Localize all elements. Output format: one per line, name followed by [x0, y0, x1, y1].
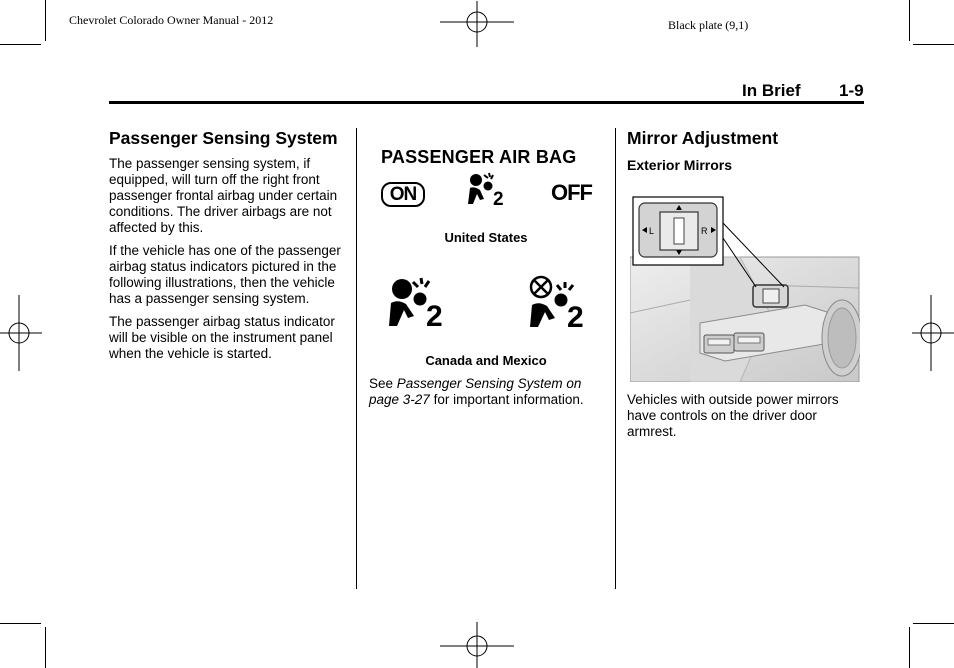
section-header: [109, 80, 864, 106]
registration-mark-left: [0, 295, 42, 371]
mirror-control-illustration: [630, 193, 860, 382]
caption-united-states: United States: [444, 230, 528, 245]
section-heading: Mirror Adjustment: [627, 128, 779, 148]
crop-mark: [913, 44, 954, 45]
manual-title: Chevrolet Colorado Owner Manual - 2012: [69, 13, 274, 27]
crop-mark: [909, 627, 910, 668]
paragraph: If the vehicle has one of the passenger airbag status indicators pictured in the following illustrations, then the vehicle has a passenger sensing system.: [109, 243, 341, 306]
airbag-occupant-icon: [466, 172, 506, 208]
switch-right-label: R: [701, 226, 708, 236]
crop-mark: [909, 0, 910, 41]
registration-mark-top: [440, 1, 514, 47]
paragraph: The passenger airbag status indicator will be visible on the instrument panel when the vehicle is started.: [109, 314, 335, 361]
section-title: In Brief: [742, 81, 801, 100]
page-number: 1-9: [839, 81, 864, 100]
section-heading: Passenger Sensing System: [109, 128, 338, 148]
column-divider: [615, 128, 616, 589]
crop-mark: [913, 623, 954, 624]
svg-text:2: 2: [567, 301, 584, 329]
svg-text:2: 2: [426, 300, 443, 328]
passenger-sensing-section: [109, 128, 347, 362]
caption-canada-mexico: Canada and Mexico: [425, 353, 547, 368]
crop-mark: [0, 44, 41, 45]
registration-mark-right: [912, 295, 954, 371]
airbag-off-icon-large: [527, 273, 589, 329]
subheading: Exterior Mirrors: [627, 157, 733, 173]
paragraph: Vehicles with outside power mirrors have controls on the driver door armrest.: [627, 392, 839, 439]
airbag-off-indicator: OFF: [551, 180, 592, 205]
crop-mark: [45, 627, 46, 668]
airbag-indicator-title: PASSENGER AIR BAG: [381, 147, 577, 167]
paragraph: The passenger sensing system, if equipped, will turn off the right front passenger frontal airbag under certain conditions. The driver airbags are not affected by this.: [109, 156, 338, 235]
header-rule: [109, 101, 864, 104]
see-suffix: for important information.: [429, 392, 584, 407]
cross-reference: [369, 376, 605, 408]
airbag-on-indicator: ON: [381, 182, 425, 207]
svg-text:2: 2: [493, 189, 504, 208]
airbag-on-icon-large: [386, 276, 448, 328]
crop-mark: [45, 0, 46, 41]
plate-label: Black plate (9,1): [668, 18, 749, 32]
see-prefix: See: [369, 376, 397, 391]
switch-left-label: L: [649, 226, 655, 236]
registration-mark-bottom: [440, 622, 514, 668]
mirror-adjustment-section: [627, 128, 862, 173]
crop-mark: [0, 623, 41, 624]
cross-reference-link[interactable]: Passenger Sensing System on page 3-27: [369, 376, 582, 407]
